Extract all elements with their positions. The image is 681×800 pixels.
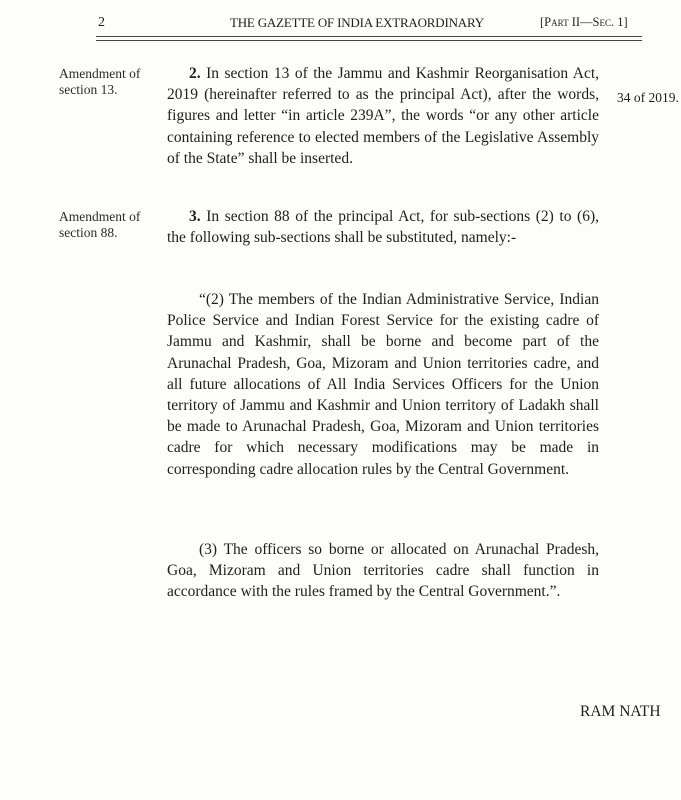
act-reference-note: 34 of 2019. [617, 90, 679, 105]
part-section-label: [Part II—Sec. 1] [540, 15, 628, 29]
signature: RAM NATH [580, 703, 661, 720]
header-rule-top [96, 36, 642, 37]
gazette-title: THE GAZETTE OF INDIA EXTRAORDINARY [230, 15, 484, 30]
section-3-number: 3. [189, 208, 201, 225]
subsection-3: (3) The officers so borne or allocated on Arunachal Pradesh, Goa, Mizoram and Union territories cadre shall function in accordance with the rules framed by the Central Government.”. [167, 541, 599, 601]
section-2-text: In section 13 of the Jammu and Kashmir Reorganisation Act, 2019 (hereinafter referred to as the principal Act), after the words, figures and letter “in article 239A”, the words “or any other article containing reference to elected members of the Legislative Assembly of the State” shall be inserted. [167, 65, 599, 167]
page-number: 2 [98, 15, 105, 30]
section-3-text: In section 88 of the principal Act, for sub-sections (2) to (6), the following sub-sections shall be substituted, namely:- [167, 208, 599, 247]
subsection-2: “(2) The members of the Indian Administrative Service, Indian Police Service and Indian Forest Service for the existing cadre of Jammu and Kashmir, shall be borne and become part of the Arunachal Pradesh, Goa, Mizoram and Union territories cadre, and all future allocations of All India Services Officers for the Union territory of Jammu and Kashmir and Union territory of Ladakh shall be made to Arunachal Pradesh, Goa, Mizoram and Union territories cadre for which necessary modifications may be made in corresponding cadre allocation rules by the Central Government. [167, 291, 599, 478]
section-2-number: 2. [189, 65, 201, 82]
margin-note-section-13: Amendment of section 13. [59, 66, 141, 97]
section-3-paragraph [167, 206, 599, 248]
header-rule-bottom [96, 40, 642, 41]
margin-note-section-88: Amendment of section 88. [59, 209, 141, 240]
section-2-paragraph [167, 63, 599, 169]
